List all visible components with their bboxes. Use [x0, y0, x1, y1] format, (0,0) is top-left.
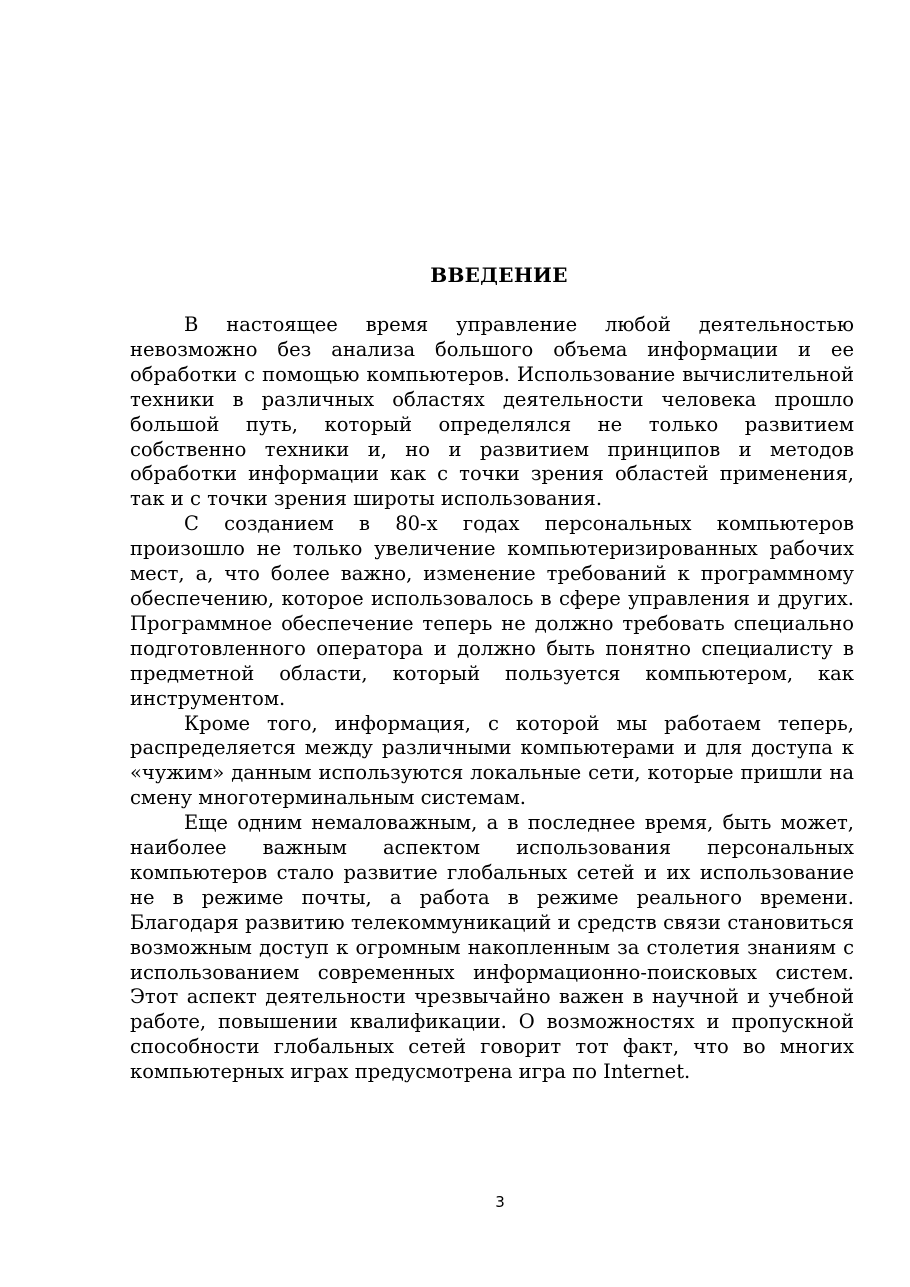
paragraph-1: В настоящее время управление любой деятельностью невозможно без анализа большого объема информации и ее обработки с помощью компьютеров. Использование вычислительной техники в различных областях деятельности человека прошло большой путь, который определялся не только развитием собственно техники и, но и развитием принципов и методов обработки информации как с точки зрения областей применения, так и с точки зрения широты использования.: [130, 313, 854, 511]
paragraph-3: Кроме того, информация, с которой мы работаем теперь, распределяется между различными компьютерами и для доступа к «чужим» данным используются локальные сети, которые пришли на смену многотерминальным системам.: [130, 711, 854, 810]
body-text: [130, 313, 854, 1085]
paragraph-2: С созданием в 80-х годах персональных компьютеров произошло не только увеличение компьютеризированных рабочих мест, а, что более важно, изменение требований к программному обеспечению, которое использовалось в сфере управления и других. Программное обеспечение теперь не должно требовать специально подготовленного оператора и должно быть понятно специалисту в предметной области, который пользуется компьютером, как инструментом.: [130, 512, 854, 710]
page-number: 3: [495, 1193, 505, 1211]
paragraph-4: Еще одним немаловажным, а в последнее время, быть может, наиболее важным аспектом использования персональных компьютеров стало развитие глобальных сетей и их использование не в режиме почты, а работа в режиме реального времени. Благодаря развитию телекоммуникаций и средств связи становиться возможным доступ к огромным накопленным за столетия знаниям с использованием современных информационно-поисковых систем. Этот аспект деятельности чрезвычайно важен в научной и учебной работе, повышении квалификации. О возможностях и пропускной способности глобальных сетей говорит тот факт, что во многих компьютерных играх предусмотрена игра по Internet.: [130, 811, 854, 1084]
section-heading: ВВЕДЕНИЕ: [430, 263, 568, 287]
